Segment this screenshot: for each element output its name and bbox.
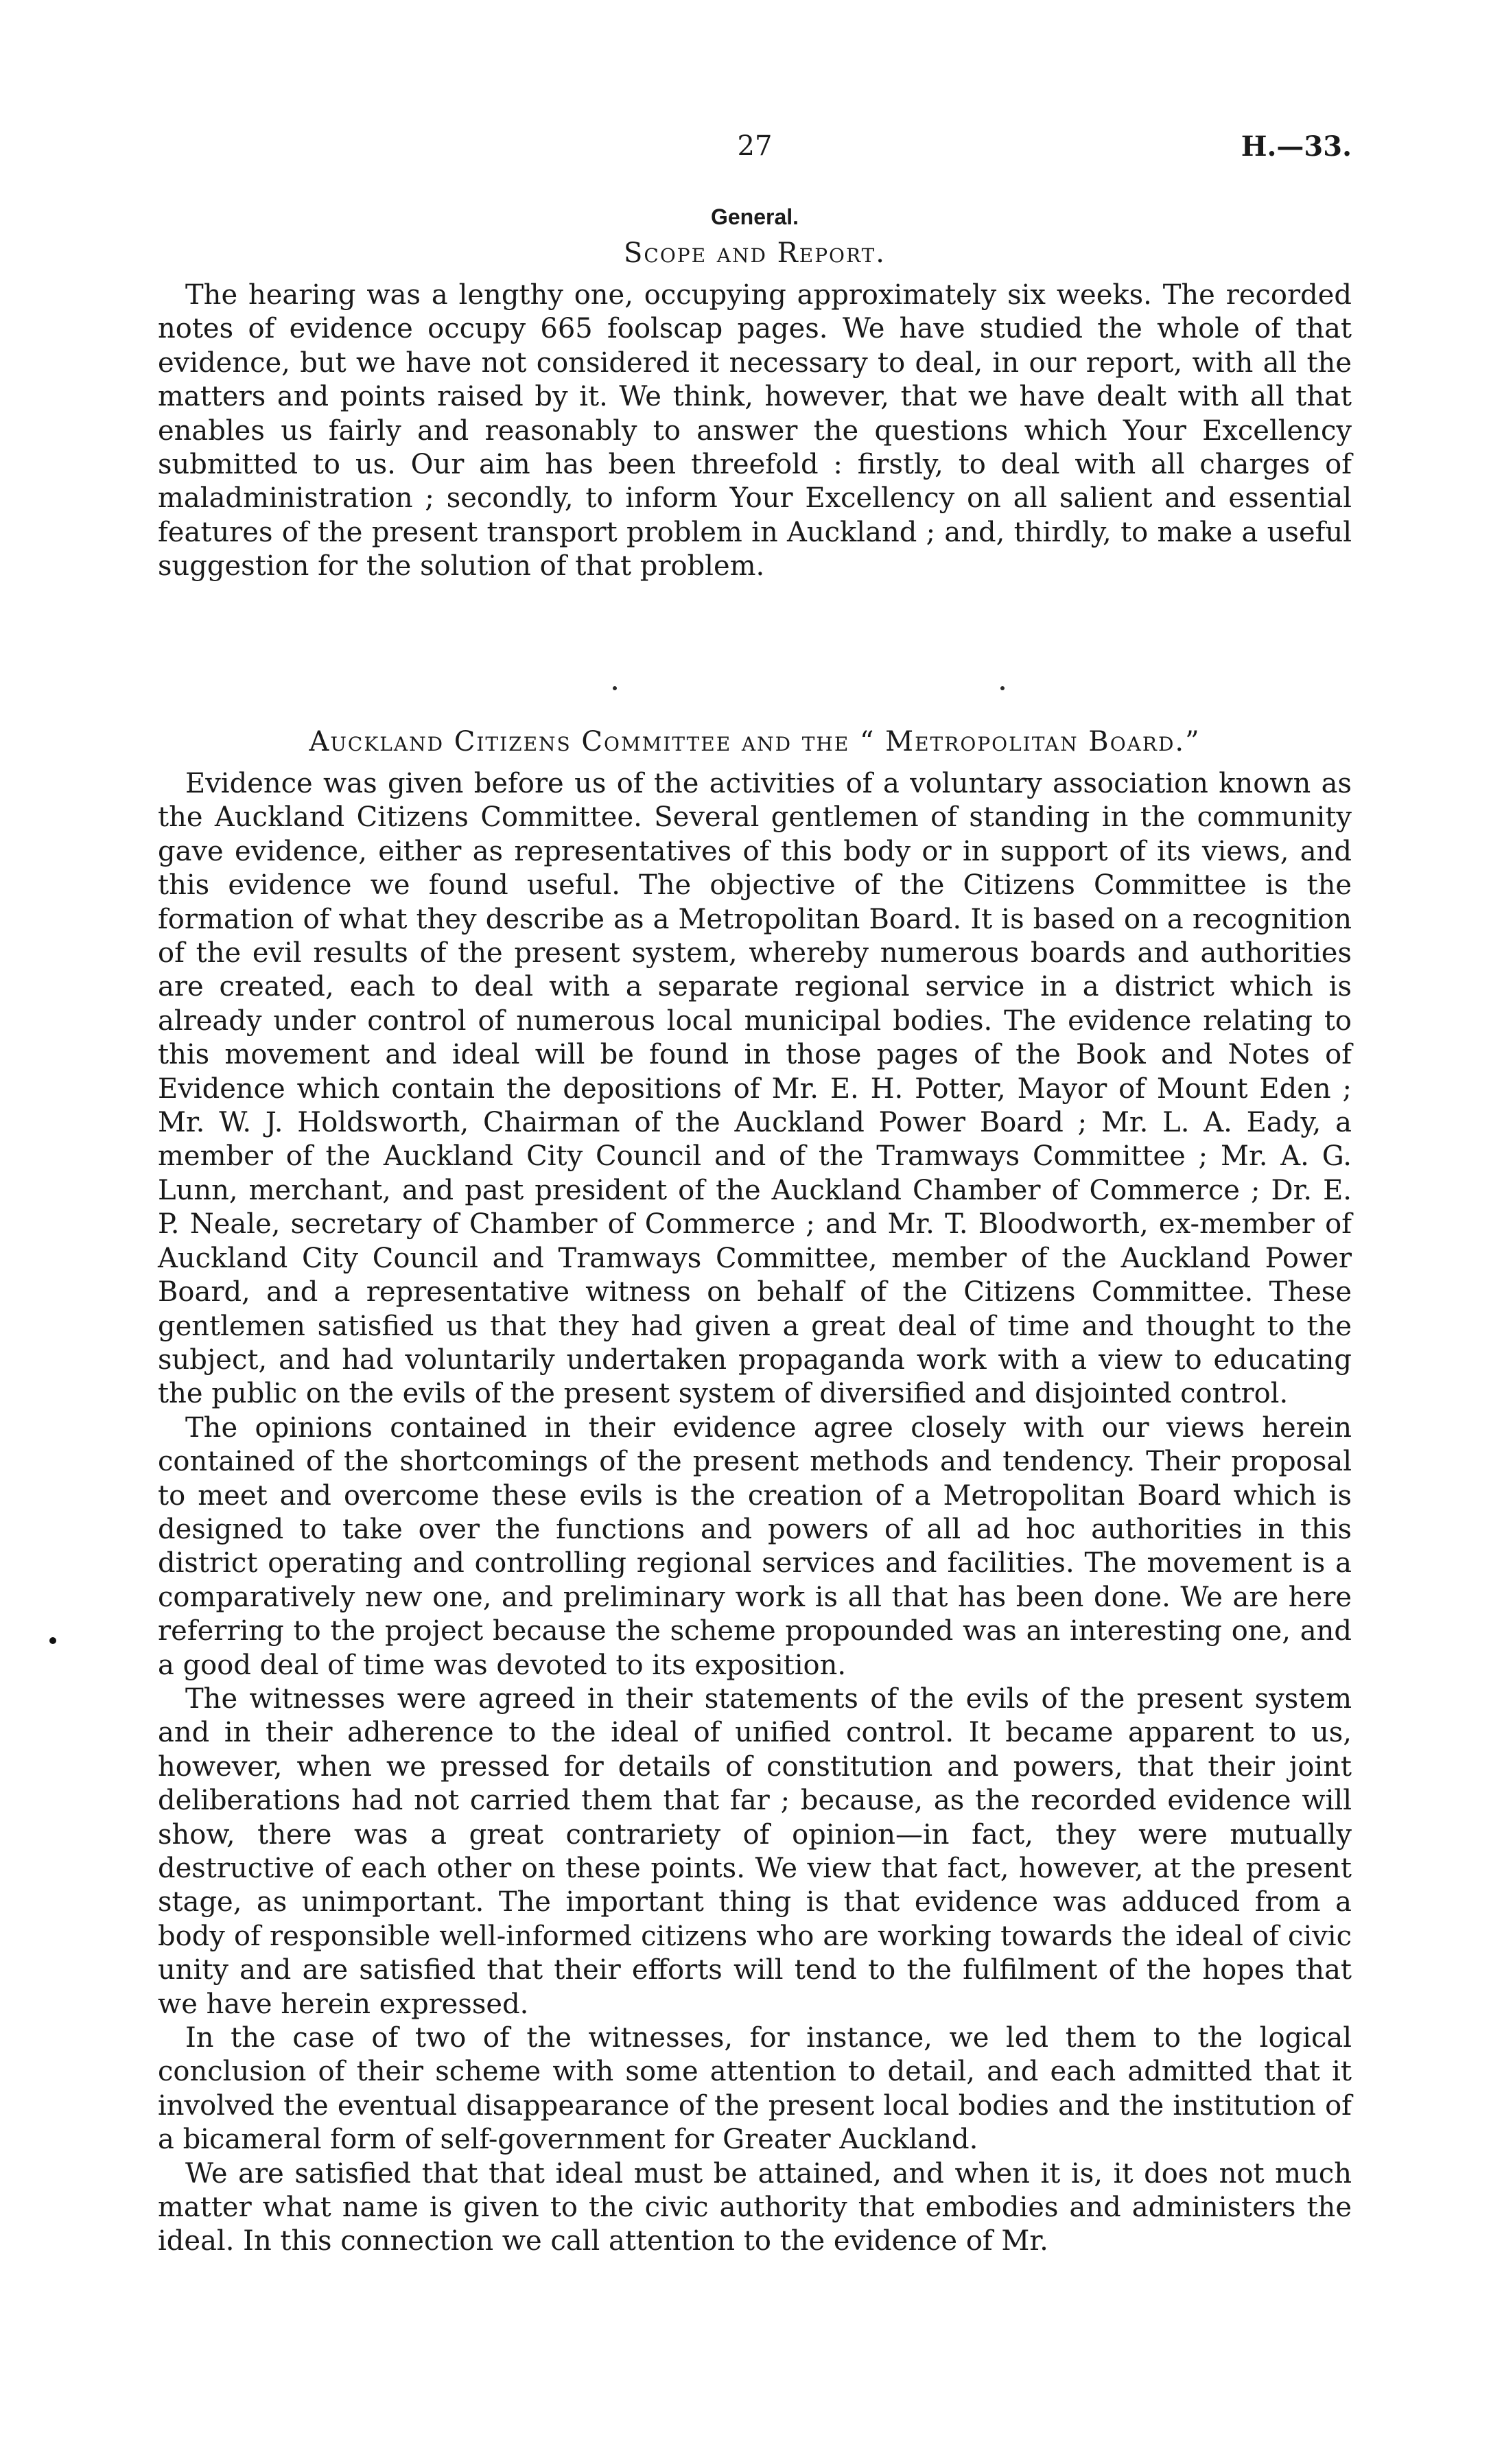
scope-heading: Scope and Report. <box>624 237 886 269</box>
page-number: 27 <box>737 130 773 162</box>
margin-dot <box>49 1637 56 1644</box>
scope-paragraph: The hearing was a lengthy one, occupying approximately six weeks. The recorded notes of evidence occupy 665 foolscap pages. We have studied the whole of that evidence, but we have not considered it necessary to deal, in our report, with all the matters and points raised by it. We think, however, that we have dealt with all that enables us fairly and reasonably to answer the questions which Your Excellency submitted to us. Our aim has been threefold : firstly, to deal with all charges of maladministration ; secondly, to inform Your Excellency on all salient and essential features of the present transport problem in Auckland ; and, thirdly, to make a useful suggestion for the solution of that problem. <box>158 279 1352 583</box>
stray-dot <box>613 686 617 690</box>
page-header <box>158 130 1352 172</box>
section-label: General. <box>710 204 799 229</box>
citizens-paragraph-1: Evidence was given before us of the activities of a voluntary association known as the Auckland Citizens Committee. Several gentlemen of standing in the community gave evidence, either as representatives of this body or in support of its views, and this evidence we found useful. The objective of the Citizens Committee is the formation of what they describe as a Metropolitan Board. It is based on a recognition of the evil results of the present system, whereby numerous boards and authorities are created, each to deal with a separate regional service in a district which is already under control of numerous local municipal bodies. The evidence relating to this movement and ideal will be found in those pages of the Book and Notes of Evidence which contain the depositions of Mr. E. H. Potter, Mayor of Mount Eden ; Mr. W. J. Holdsworth, Chairman of the Auckland Power Board ; Mr. L. A. Eady, a member of the Auckland City Council and of the Tramways Committee ; Mr. A. G. Lunn, merchant, and past president of the Auckland Chamber of Commerce ; Dr. E. P. Neale, secretary of Chamber of Commerce ; and Mr. T. Bloodworth, ex-member of Auckland City Council and Tramways Committee, member of the Auckland Power Board, and a representative witness on behalf of the Citizens Committee. These gentlemen satisfied us that they had given a great deal of time and thought to the subject, and had voluntarily undertaken propaganda work with a view to educating the public on the evils of the present system of diversified and disjointed control. <box>158 768 1352 1410</box>
citizens-paragraph-2: The opinions contained in their evidence agree closely with our views herein contained of the shortcomings of the present methods and tendency. Their proposal to meet and overcome these evils is the creation of a Metropolitan Board which is designed to take over the functions and powers of all ad hoc authorities in this district operating and controlling regional services and facilities. The movement is a comparatively new one, and preliminary work is all that has been done. We are here referring to the project because the scheme propounded was an interesting one, and a good deal of time was devoted to its exposition. <box>158 1411 1352 1681</box>
citizens-paragraph-4: In the case of two of the witnesses, for instance, we led them to the logical conclusion of their scheme with some attention to detail, and each admitted that it involved the eventual disappearance of the present local bodies and the institution of a bicameral form of self-government for Greater Auckland. <box>158 2022 1352 2156</box>
stray-dot <box>1000 686 1005 690</box>
citizens-paragraph-5: We are satisfied that that ideal must be attained, and when it is, it does not much matter what name is given to the civic authority that embodies and administers the ideal. In this connection we call attention to the evidence of Mr. <box>158 2157 1352 2257</box>
scope-body <box>158 279 1352 584</box>
citizens-heading: Auckland Citizens Committee and the “ Metropolitan Board.” <box>309 726 1201 758</box>
citizens-body <box>158 767 1352 2259</box>
document-reference: H.—33. <box>1241 130 1352 163</box>
citizens-paragraph-3: The witnesses were agreed in their statements of the evils of the present system and in their adherence to the ideal of unified control. It became apparent to us, however, when we pressed for details of constitution and powers, that their joint deliberations had not carried them that far ; because, as the recorded evidence will show, there was a great contrariety of opinion—in fact, they were mutually destructive of each other on these points. We view that fact, however, at the present stage, as unimportant. The important thing is that evidence was adduced from a body of responsible well-informed citizens who are working towards the ideal of civic unity and are satisfied that their efforts will tend to the fulfilment of the hopes that we have herein expressed. <box>158 1682 1352 2020</box>
